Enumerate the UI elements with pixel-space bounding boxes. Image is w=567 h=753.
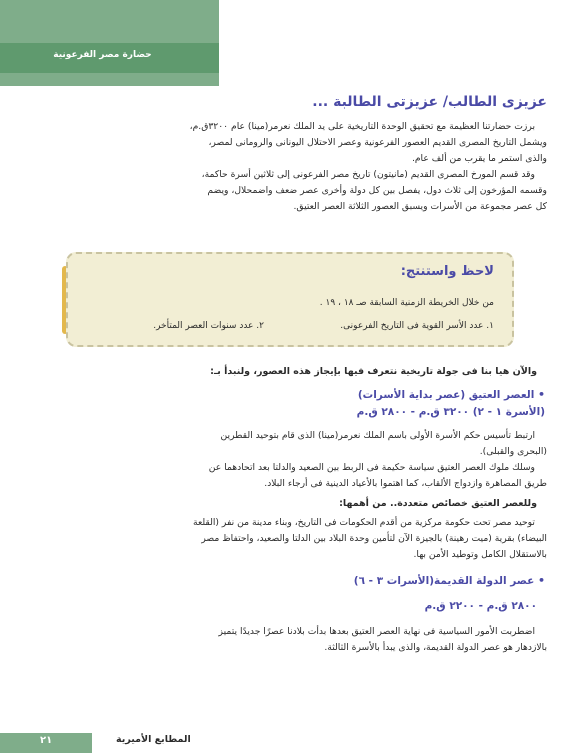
features-line: البيضاء) بقرية (ميت رهينة) بالجيزة الآن لتأمين وحدة البلاد بين الدلتا والصعيد، واحتفاظ مصر: [201, 533, 547, 544]
intro-line: ويشمل التاريخ المصرى القديم العصور الفرعونية وعصر الاحتلال اليونانى والرومانى لمصر،: [208, 137, 547, 148]
page-number: ٢١: [40, 735, 53, 746]
old-kingdom-dates: ٢٨٠٠ ق.م - ٢٢٠٠ ق.م: [424, 600, 537, 612]
features-text: [59, 515, 547, 563]
archaic-heading: [358, 388, 545, 401]
observe-title: لاحظ واستنتج:: [400, 264, 494, 279]
publisher: المطابع الأميرية: [116, 734, 191, 745]
archaic-line: طريق المصاهرة وازدواج الألقاب، كما اهتموا بالأعياد الدينية فى أرجاء البلاد.: [264, 478, 547, 489]
tour-intro: والآن هيا بنا فى جولة تاريخية نتعرف فيها بإيجاز هذه العصور، ولنبدأ بـ:: [210, 366, 537, 377]
old-kingdom-text: [59, 624, 547, 656]
features-line: بالاستقلال الكامل وتوطيد الأمن بها.: [413, 549, 547, 560]
intro-line: برزت حضارتنا العظيمة مع تحقيق الوحدة التاريخية على يد الملك نعرمر(مينا) عام ٣٢٠٠ق.م،: [189, 121, 535, 132]
archaic-title: العصر العتيق (عصر بداية الأسرات): [357, 389, 535, 401]
bullet-icon: •: [537, 388, 545, 401]
archaic-line: (البحرى والقبلى).: [479, 446, 547, 457]
observe-item-1: ١. عدد الأسر القوية فى التاريخ الفرعونى.: [340, 321, 494, 331]
old-kingdom-title: عصر الدولة القديمة(الأسرات ٣ - ٦): [353, 575, 535, 587]
archaic-line: وسلك ملوك العصر العتيق سياسة حكيمة فى الربط بين الصعيد والدلتا بعد اتحادهما عن: [208, 462, 535, 473]
archaic-text: [59, 428, 547, 492]
intro-text: [59, 119, 547, 215]
old-kingdom-line: بالازدهار هو عصر الدولة القديمة، والذى يبدأ بالأسرة الثالثة.: [324, 642, 547, 653]
archaic-dynasties: (الأسرة ١ - ٢) ٣٢٠٠ ق.م - ٢٨٠٠ ق.م: [356, 406, 545, 418]
old-kingdom-heading: [354, 574, 545, 587]
archaic-line: ارتبط تأسيس حكم الأسرة الأولى باسم الملك نعرمر(مينا) الذى قام بتوحيد القطرين: [220, 430, 535, 441]
observe-box: [66, 252, 514, 347]
bullet-icon: •: [537, 574, 545, 587]
intro-line: كل عصر مجموعة من الأسرات ويسبق العصور الثلاثة العصر العتيق.: [293, 201, 547, 212]
intro-line: وقسمه المؤرخون إلى ثلاث دول، يفصل بين كل دولة وأخرى عصر ضعف واضمحلال، ويضم: [207, 185, 547, 196]
old-kingdom-line: اضطربت الأمور السياسية فى نهاية العصر العتيق بعدها بدأت بلادنا عصرًا جديدًا يتميز: [218, 626, 535, 637]
observe-item-2: ٢. عدد سنوات العصر المتأخر.: [153, 321, 264, 331]
features-line: توحيد مصر تحت حكومة مركزية من أقدم الحكومات فى التاريخ، وبناء مدينة من نفر (القلعة: [193, 517, 535, 528]
observe-line: من خلال الخريطة الزمنية السابقة صـ ١٨ ، ١٩ .: [319, 298, 494, 308]
features-heading: وللعصر العتيق خصائص متعددة.. من أهمها:: [339, 498, 537, 509]
intro-line: والذى استمر ما يقرب من ألف عام.: [411, 153, 547, 164]
main-heading: عزيزى الطالب/ عزيزتى الطالبة ...: [312, 94, 547, 110]
intro-line: وقد قسم المورخ المصرى القديم (مانيتون) تاريخ مصر الفرعونى إلى ثلاثين أسرة حاكمة،: [201, 169, 535, 180]
section-title: حضارة مصر الفرعونية: [53, 50, 152, 60]
